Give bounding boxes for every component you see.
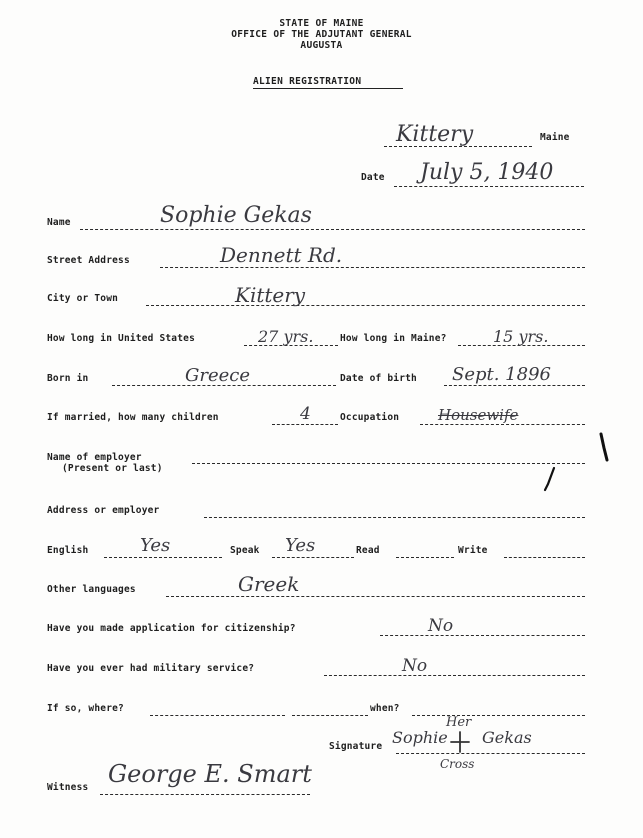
employer-line [192,463,585,464]
signature-mark-above: Her [446,715,472,730]
name-label: Name [47,217,71,228]
other-languages-line [166,596,585,597]
city-value: Kittery [235,283,306,307]
occupation-label: Occupation [340,412,400,423]
occupation-value: Housewife [438,406,519,424]
header-city: AUGUSTA [300,40,343,51]
write-line [504,557,585,558]
signature-mark-below: Cross [440,757,475,771]
where-label: If so, where? [47,703,124,714]
children-value: 4 [300,404,311,424]
speak-value: Yes [285,535,316,556]
children-line [272,424,338,425]
military-value: No [402,656,428,676]
employer-sublabel: (Present or last) [62,463,163,474]
born-in-label: Born in [47,373,89,384]
other-languages-value: Greek [238,572,300,596]
military-label: Have you ever had military service? [47,663,255,674]
signature-line [396,753,585,754]
read-label: Read [356,545,380,556]
city-label: City or Town [47,293,119,304]
signature-label: Signature [329,741,383,752]
header-state: STATE OF MAINE [279,18,364,29]
citizenship-label: Have you made application for citizenship? [47,623,296,634]
witness-signature: George E. Smart [108,760,312,788]
citizenship-value: No [428,616,454,636]
ink-mark-slash [540,464,560,494]
maine-years-label: How long in Maine? [340,333,447,344]
where-line-2 [292,715,368,716]
born-in-value: Greece [185,365,251,386]
location-value: Kittery [396,122,474,147]
form-title: ALIEN REGISTRATION [253,76,403,89]
street-value: Dennett Rd. [220,243,343,267]
city-line [146,305,585,306]
date-value: July 5, 1940 [420,160,554,185]
name-value: Sophie Gekas [160,203,312,228]
write-label: Write [458,545,488,556]
where-line [150,715,285,716]
employer-address-label: Address or employer [47,505,160,516]
date-label: Date [361,172,385,183]
other-languages-label: Other languages [47,584,136,595]
ink-mark-right [596,430,614,470]
signature-last: Gekas [482,728,532,747]
english-value: Yes [140,535,171,556]
military-line [324,675,585,676]
speak-line [272,557,354,558]
when-line [412,715,585,716]
dob-label: Date of birth [340,373,417,384]
citizenship-line [380,635,585,636]
signature-first: Sophie [392,728,448,747]
witness-line [100,794,310,795]
street-label: Street Address [47,255,130,266]
header-office: OFFICE OF THE ADJUTANT GENERAL [231,29,412,40]
occupation-line [420,424,585,425]
dob-line [444,385,585,386]
location-label: Maine [540,132,570,143]
when-label: when? [370,703,400,714]
english-line [104,557,222,558]
us-years-label: How long in United States [47,333,195,344]
read-line [396,557,454,558]
street-line [160,267,585,268]
us-years-value: 27 yrs. [258,327,314,346]
employer-address-line [204,517,585,518]
speak-label: Speak [230,545,260,556]
children-label: If married, how many children [47,412,219,423]
employer-label: Name of employer [47,452,142,463]
dob-value: Sept. 1896 [452,364,551,385]
english-label: English [47,545,89,556]
name-line [80,229,585,230]
date-line [394,186,584,187]
form-header [0,18,643,51]
cross-mark-icon [448,730,472,754]
maine-years-value: 15 yrs. [493,327,549,346]
witness-label: Witness [47,782,89,793]
